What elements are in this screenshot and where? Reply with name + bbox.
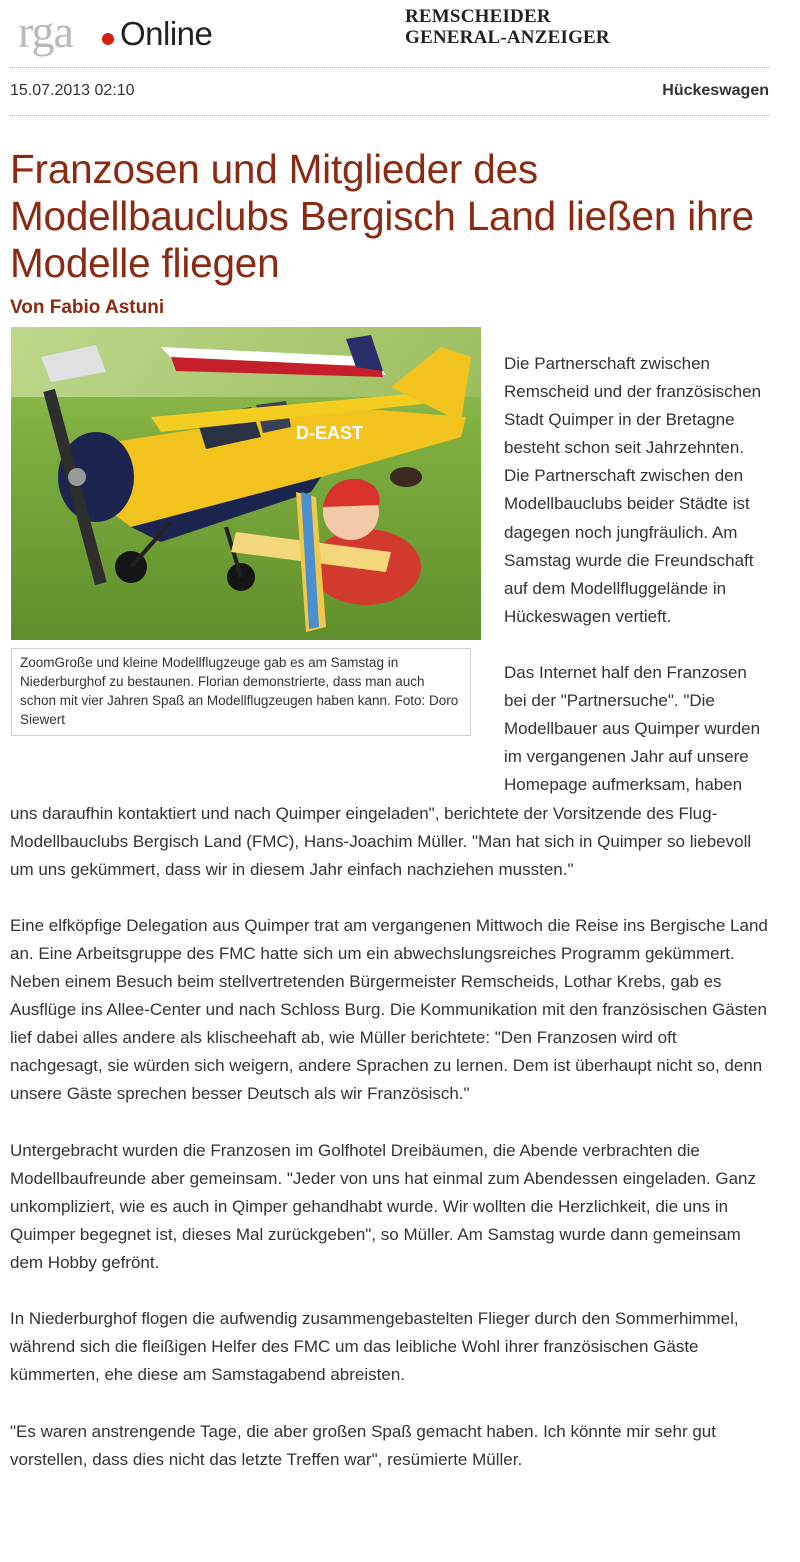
masthead [0,0,800,64]
article-paragraph: Die Partnerschaft zwischen Remscheid und der französischen Stadt Quimper in der Bretagne besteht schon seit Jahrzehnten. Die Partnerschaft zwischen den Modellbauclubs beider Städte ist dagegen noch jungfräulich. Am Samstag wurde die Freundschaft auf dem Modellfluggelände in Hückeswagen vertieft. [504,354,762,626]
article-date: 15.07.2013 02:10 [10,82,135,99]
photo-caption: ZoomGroße und kleine Modellflugzeuge gab es am Samstag in Niederburghof zu bestaunen. Florian demonstrierte, dass man auch schon mit vier Jahren Spaß an Modellflugzeugen haben kann. Foto: Doro Siewert [11,648,471,736]
article-paragraph: "Es waren anstrengende Tage, die aber großen Spaß gemacht haben. Ich könnte mir sehr gut vorstellen, dass dies nicht das letzte Treffen war", resümierte Müller. [10,1421,716,1469]
logo-dot-icon [102,33,114,45]
divider-top [10,67,769,68]
article-paragraph: Eine elfköpfige Delegation aus Quimper trat am vergangenen Mittwoch die Reise ins Bergische Land an. Eine Arbeitsgruppe des FMC hatte sich um ein abwechslungsreiches Programm gekümmert. Neben einem Besuch beim stellvertretenden Bürgermeister Remscheids, Lothar Krebs, gab es Ausflüge ins Allee-Center und nach Schloss Burg. Die Kommunikation mit den französischen Gästen lief dabei alles andere als klischeehaft ab, wie Müller berichtete: "Den Franzosen wird oft nachgesagt, sie würden sich weigern, andere Sprachen zu lernen. Dem ist überhaupt nicht so, denn unsere Gäste sprechen besser Deutsch als wir Französisch." [10,915,768,1104]
newspaper-name-line1: REMSCHEIDER [405,6,551,27]
article-paragraph: Untergebracht wurden die Franzosen im Golfhotel Dreibäumen, die Abende verbrachten die Modellbaufreunde aber gemeinsam. "Jeder von uns hat einmal zum Abendessen eingeladen. Ganz unkompliziert, wie es auch in Qimper gehandhabt wurde. Wir wollten die Herzlichkeit, die uns in Quimper begegnet ist, dieses Mal zurückgeben", so Müller. Am Samstag wurde dann gemeinsam dem Hobby gefrönt. [10,1140,757,1272]
plane-registration-label: D-EAST [296,423,363,443]
article-headline: Franzosen und Mitglieder des Modellbauclubs Bergisch Land ließen ihre Modelle fliegen [10,146,754,286]
article-paragraph: In Niederburghof flogen die aufwendig zusammengebastelten Flieger durch den Sommerhimmel, während sich die fleißigen Helfer des FMC um das leibliche Wohl ihrer französischen Gäste kümmerten, ehe diese am Samstagabend abreisten. [10,1309,739,1385]
article-byline: Von Fabio Astuni [10,297,165,318]
site-logo-rga[interactable]: rga [18,6,73,57]
section-label[interactable]: Hückeswagen [662,82,769,99]
divider-bottom [10,115,769,116]
site-logo-online[interactable]: Online [120,15,213,52]
photo-float-spacer [10,350,504,775]
newspaper-name [405,6,610,48]
article-paragraph: Das Internet half den Franzosen bei der "Partnersuche". "Die Modellbauer aus Quimper wurden im vergangenen Jahr auf unsere Homepage aufmerksam, haben uns daraufhin kontaktiert und nach Quimper eingeladen", berichtete der Vorsitzende des Flug-Modellbauclubs Bergisch Land (FMC), Hans-Joachim Müller. "Man hat sich in Quimper so liebevoll um uns gekümmert, dass wir in diesem Jahr einfach nachziehen mussten." [10,663,761,879]
newspaper-name-line2: GENERAL-ANZEIGER [405,27,610,48]
article-body [10,350,770,1502]
